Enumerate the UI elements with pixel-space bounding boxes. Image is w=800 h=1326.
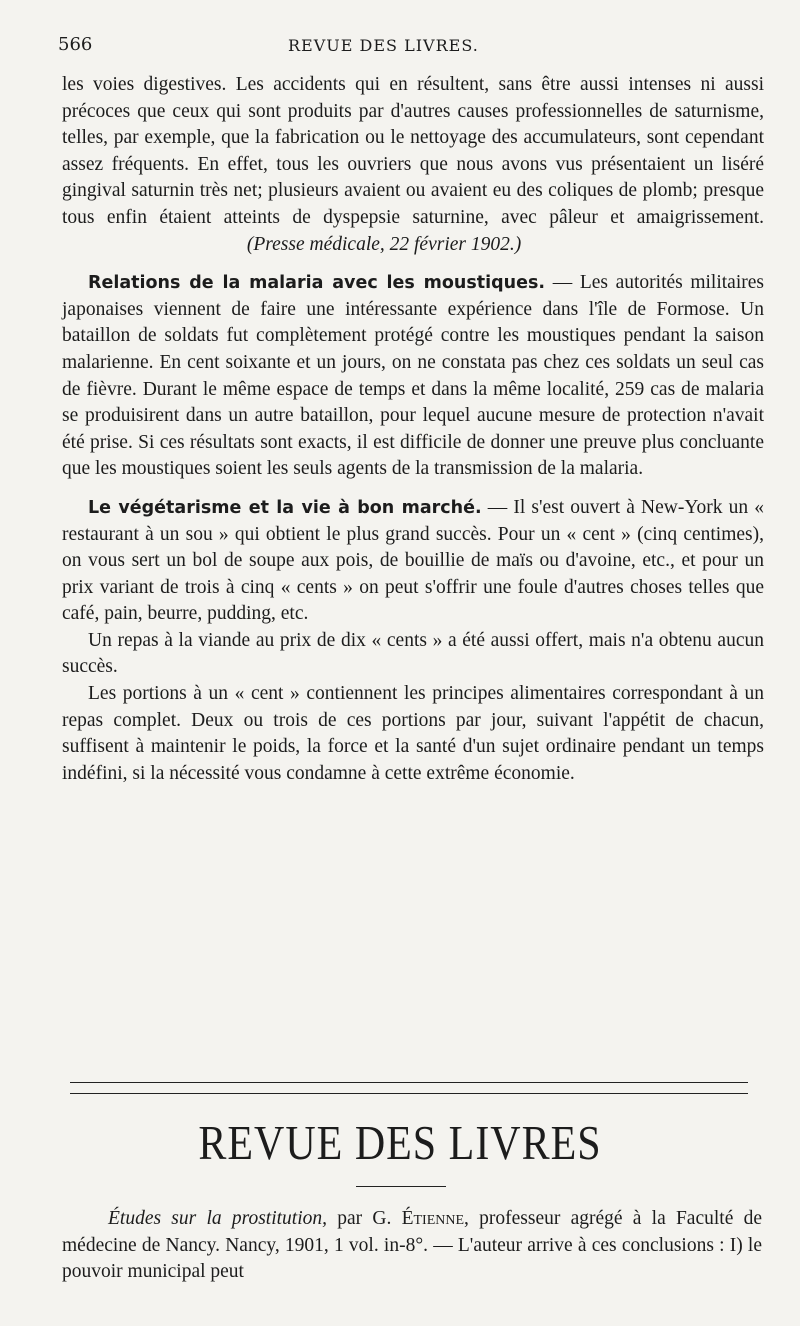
book-author: Étienne bbox=[401, 1208, 465, 1229]
section-title: REVUE DES LIVRES bbox=[198, 1117, 602, 1171]
double-rule-divider bbox=[70, 1082, 748, 1094]
article-lead-paragraph bbox=[62, 72, 764, 258]
running-head bbox=[58, 34, 758, 58]
malaria-heading: Relations de la malaria avec les moustiques. bbox=[88, 273, 546, 294]
article-lead-text: les voies digestives. Les accidents qui en résultent, sans être aussi intenses ni aussi précoces que ceux qui sont produits par d'autres causes professionnelles de saturnisme, telles, par exemple, que la fabrication ou le nettoyage des accumulateurs, sont cependant assez fréquents. En effet, tous les ouvriers que nous avons vus présentaient un liséré gingival saturnin très net; plusieurs avaient ou avaient eu des coliques de plomb; presque tous enfin étaient atteints de dyspepsie saturnine, avec pâleur et amaigrissement. bbox=[62, 74, 764, 228]
book-review bbox=[62, 1206, 762, 1286]
vegetarism-paragraph bbox=[62, 495, 764, 628]
short-rule bbox=[356, 1186, 446, 1187]
running-title: REVUE DES LIVRES. bbox=[288, 36, 479, 55]
book-review-paragraph bbox=[62, 1206, 762, 1286]
vegetarism-paragraph-2: Un repas à la viande au prix de dix « cents » a été aussi offert, mais n'a obtenu aucun succès. bbox=[62, 629, 764, 678]
page-number: 566 bbox=[58, 34, 93, 55]
vegetarism-text: — Il s'est ouvert à New-York un « restaurant à un sou » qui obtient le plus grand succès. Pour un « cent » (cinq centimes), on vous sert un bol de soupe aux pois, de bouillie de maïs ou d'avoine, etc., et pour un prix variant de trois à cinq « cents » on peut s'offrir une foule d'autres choses telles que café, pain, beurre, pudding, etc. bbox=[62, 496, 764, 625]
vegetarism-paragraph-3: Les portions à un « cent » contiennent les principes alimentaires correspondant à un repas complet. Deux ou trois de ces portions par jour, suivant l'appétit de chacun, suffisent à maintenir le poids, la force et la santé d'un sujet ordinaire pendant un temps indéfini, si la nécessité vous condamne à cette extrême économie. bbox=[62, 683, 764, 784]
book-title: Études sur la prostitution, bbox=[108, 1208, 328, 1229]
article-citation: (Presse médicale, 22 février 1902.) bbox=[246, 233, 522, 255]
malaria-text: — Les autorités militaires japonaises viennent de faire une intéressante expérience dans l'île de Formose. Un bataillon de soldats fut complètement protégé contre les moustiques pendant la saison malarienne. En cent soixante et un jours, on ne constata pas chez ces soldats un seul cas de fièvre. Durant le même espace de temps et dans la même localité, 259 cas de malaria se produisirent dans un autre bataillon, pour lequel aucune mesure de protection n'avait été prise. Si ces résultats sont exacts, il est difficile de donner une preuve plus concluante que les moustiques soient les seuls agents de la transmission de la malaria. bbox=[62, 272, 764, 480]
body-text bbox=[62, 72, 764, 787]
book-review-text: , professeur agrégé à la Faculté de médecine de Nancy. Nancy, 1901, 1 vol. in-8°. — L'auteur arrive à ces conclusions : I) le pouvoir municipal peut bbox=[62, 1208, 762, 1283]
malaria-paragraph bbox=[62, 270, 764, 483]
book-by: par G. bbox=[327, 1208, 402, 1229]
vegetarism-heading: Le végétarisme et la vie à bon marché. bbox=[88, 497, 482, 518]
